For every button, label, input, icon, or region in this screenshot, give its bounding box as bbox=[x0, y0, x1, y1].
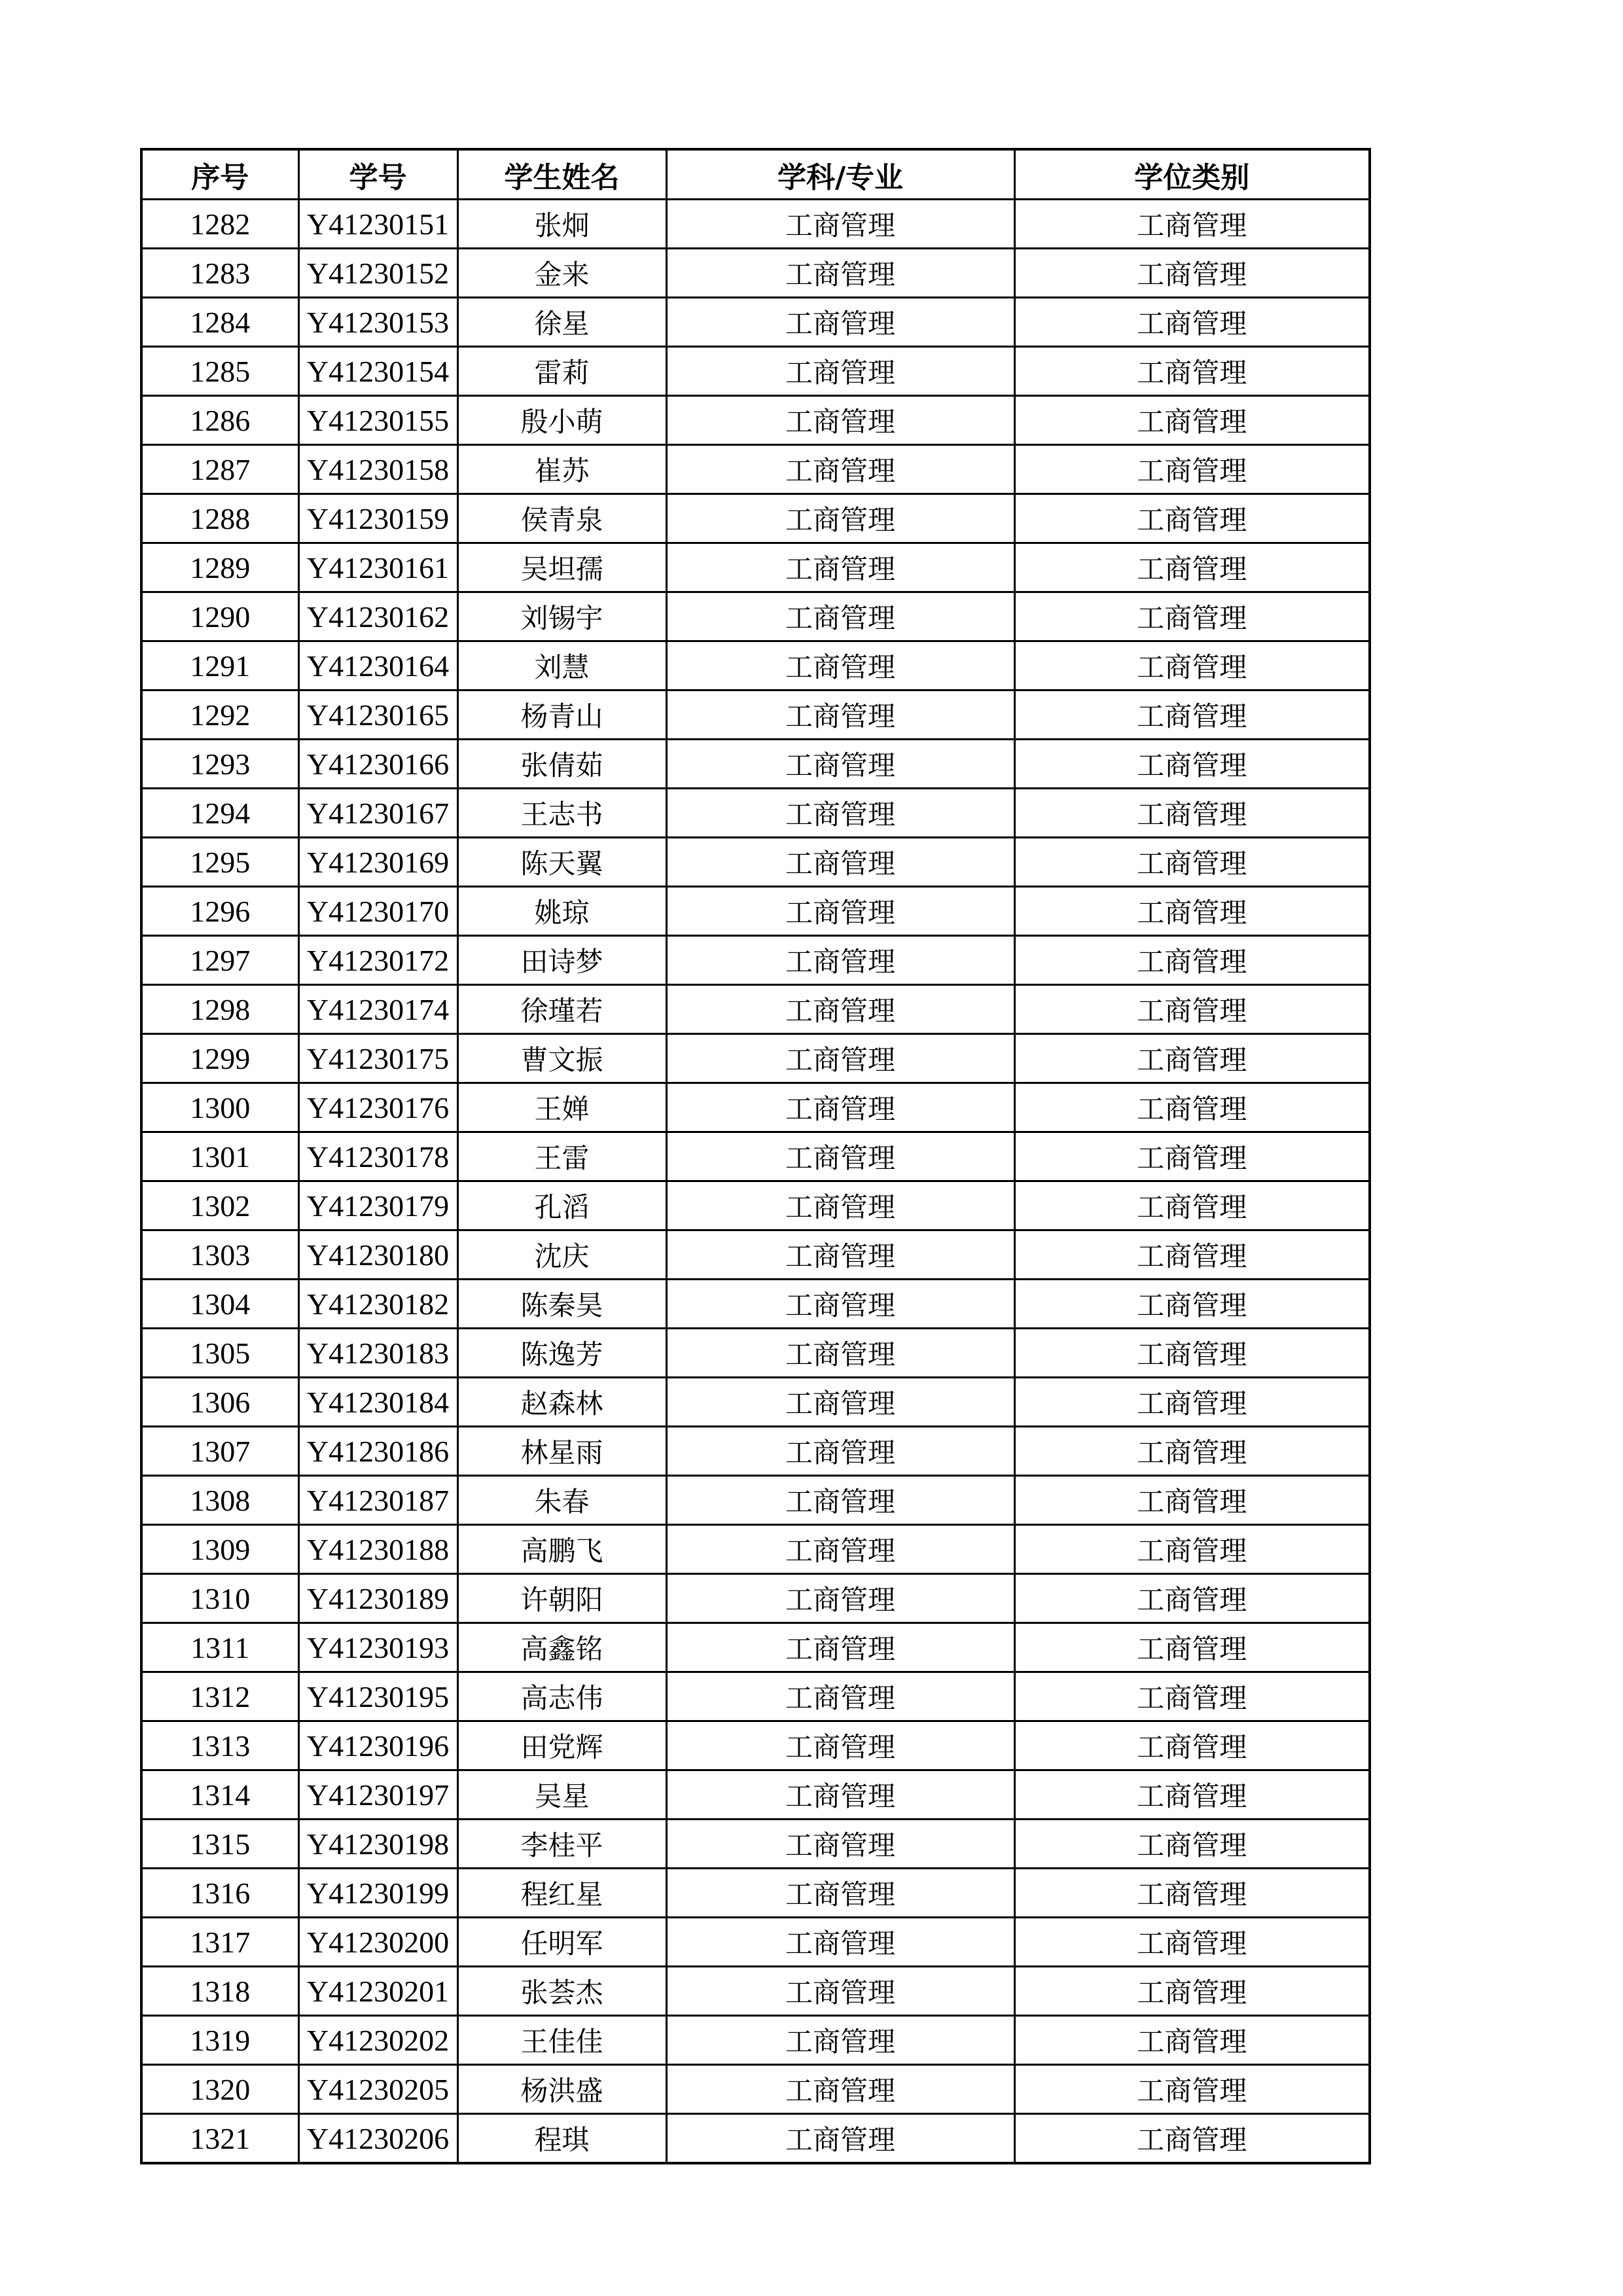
cell-index: 1309 bbox=[141, 1525, 298, 1574]
cell-student-name: 赵森林 bbox=[457, 1378, 666, 1427]
cell-student-id: Y41230198 bbox=[298, 1820, 457, 1869]
table-row bbox=[141, 740, 1370, 789]
cell-degree-type: 工商管理 bbox=[1014, 2065, 1370, 2114]
cell-student-name: 侯青泉 bbox=[457, 494, 666, 543]
table-row bbox=[141, 200, 1370, 249]
cell-index: 1296 bbox=[141, 887, 298, 936]
cell-degree-type: 工商管理 bbox=[1014, 740, 1370, 789]
table-row bbox=[141, 347, 1370, 396]
cell-discipline-major: 工商管理 bbox=[666, 887, 1014, 936]
cell-index: 1288 bbox=[141, 494, 298, 543]
cell-discipline-major: 工商管理 bbox=[666, 2016, 1014, 2065]
cell-degree-type: 工商管理 bbox=[1014, 298, 1370, 347]
student-degree-table bbox=[140, 148, 1371, 2164]
cell-student-name: 崔苏 bbox=[457, 445, 666, 494]
table-row bbox=[141, 1083, 1370, 1132]
table-row bbox=[141, 789, 1370, 838]
cell-student-id: Y41230161 bbox=[298, 543, 457, 592]
cell-degree-type: 工商管理 bbox=[1014, 543, 1370, 592]
cell-student-name: 程琪 bbox=[457, 2114, 666, 2164]
cell-discipline-major: 工商管理 bbox=[666, 1181, 1014, 1230]
table-row bbox=[141, 445, 1370, 494]
cell-degree-type: 工商管理 bbox=[1014, 1378, 1370, 1427]
header-degree-type: 学位类别 bbox=[1014, 149, 1370, 200]
cell-degree-type: 工商管理 bbox=[1014, 1083, 1370, 1132]
table-row bbox=[141, 1329, 1370, 1378]
cell-student-name: 程红星 bbox=[457, 1869, 666, 1918]
cell-degree-type: 工商管理 bbox=[1014, 789, 1370, 838]
cell-discipline-major: 工商管理 bbox=[666, 200, 1014, 249]
cell-discipline-major: 工商管理 bbox=[666, 1280, 1014, 1329]
cell-student-id: Y41230155 bbox=[298, 396, 457, 445]
cell-discipline-major: 工商管理 bbox=[666, 1230, 1014, 1280]
cell-student-name: 田党辉 bbox=[457, 1721, 666, 1770]
cell-index: 1299 bbox=[141, 1034, 298, 1083]
cell-student-id: Y41230178 bbox=[298, 1132, 457, 1181]
cell-student-id: Y41230172 bbox=[298, 936, 457, 985]
cell-degree-type: 工商管理 bbox=[1014, 887, 1370, 936]
cell-student-name: 刘慧 bbox=[457, 641, 666, 691]
cell-index: 1304 bbox=[141, 1280, 298, 1329]
table-row bbox=[141, 2016, 1370, 2065]
cell-discipline-major: 工商管理 bbox=[666, 1967, 1014, 2016]
table-row bbox=[141, 2065, 1370, 2114]
table-row bbox=[141, 249, 1370, 298]
table-body bbox=[141, 200, 1370, 2164]
cell-student-id: Y41230152 bbox=[298, 249, 457, 298]
table-row bbox=[141, 1967, 1370, 2016]
cell-index: 1290 bbox=[141, 592, 298, 641]
table-row bbox=[141, 1869, 1370, 1918]
cell-discipline-major: 工商管理 bbox=[666, 543, 1014, 592]
cell-degree-type: 工商管理 bbox=[1014, 691, 1370, 740]
cell-index: 1312 bbox=[141, 1672, 298, 1721]
cell-degree-type: 工商管理 bbox=[1014, 1329, 1370, 1378]
cell-index: 1286 bbox=[141, 396, 298, 445]
cell-index: 1283 bbox=[141, 249, 298, 298]
cell-degree-type: 工商管理 bbox=[1014, 494, 1370, 543]
cell-student-name: 刘锡宇 bbox=[457, 592, 666, 641]
cell-index: 1282 bbox=[141, 200, 298, 249]
cell-degree-type: 工商管理 bbox=[1014, 1034, 1370, 1083]
cell-discipline-major: 工商管理 bbox=[666, 1574, 1014, 1623]
cell-index: 1287 bbox=[141, 445, 298, 494]
cell-student-id: Y41230183 bbox=[298, 1329, 457, 1378]
cell-index: 1305 bbox=[141, 1329, 298, 1378]
cell-student-name: 沈庆 bbox=[457, 1230, 666, 1280]
cell-student-name: 孔滔 bbox=[457, 1181, 666, 1230]
cell-discipline-major: 工商管理 bbox=[666, 1770, 1014, 1820]
table-row bbox=[141, 2114, 1370, 2164]
cell-index: 1294 bbox=[141, 789, 298, 838]
cell-index: 1289 bbox=[141, 543, 298, 592]
cell-discipline-major: 工商管理 bbox=[666, 1378, 1014, 1427]
cell-degree-type: 工商管理 bbox=[1014, 1623, 1370, 1672]
cell-degree-type: 工商管理 bbox=[1014, 1132, 1370, 1181]
table-row bbox=[141, 1820, 1370, 1869]
cell-discipline-major: 工商管理 bbox=[666, 1427, 1014, 1476]
cell-discipline-major: 工商管理 bbox=[666, 396, 1014, 445]
cell-discipline-major: 工商管理 bbox=[666, 1476, 1014, 1525]
table-row bbox=[141, 494, 1370, 543]
cell-student-name: 雷莉 bbox=[457, 347, 666, 396]
cell-discipline-major: 工商管理 bbox=[666, 691, 1014, 740]
table-row bbox=[141, 936, 1370, 985]
cell-degree-type: 工商管理 bbox=[1014, 838, 1370, 887]
table-row bbox=[141, 543, 1370, 592]
cell-degree-type: 工商管理 bbox=[1014, 985, 1370, 1034]
cell-student-id: Y41230189 bbox=[298, 1574, 457, 1623]
cell-index: 1295 bbox=[141, 838, 298, 887]
cell-index: 1297 bbox=[141, 936, 298, 985]
cell-discipline-major: 工商管理 bbox=[666, 838, 1014, 887]
cell-student-name: 朱春 bbox=[457, 1476, 666, 1525]
cell-student-id: Y41230166 bbox=[298, 740, 457, 789]
cell-student-id: Y41230175 bbox=[298, 1034, 457, 1083]
cell-student-id: Y41230182 bbox=[298, 1280, 457, 1329]
cell-student-name: 吴星 bbox=[457, 1770, 666, 1820]
cell-discipline-major: 工商管理 bbox=[666, 298, 1014, 347]
cell-student-id: Y41230206 bbox=[298, 2114, 457, 2164]
cell-discipline-major: 工商管理 bbox=[666, 2114, 1014, 2164]
cell-student-name: 王志书 bbox=[457, 789, 666, 838]
cell-index: 1292 bbox=[141, 691, 298, 740]
cell-discipline-major: 工商管理 bbox=[666, 494, 1014, 543]
table-row bbox=[141, 1623, 1370, 1672]
cell-student-id: Y41230154 bbox=[298, 347, 457, 396]
cell-discipline-major: 工商管理 bbox=[666, 740, 1014, 789]
cell-student-name: 陈逸芳 bbox=[457, 1329, 666, 1378]
cell-discipline-major: 工商管理 bbox=[666, 1623, 1014, 1672]
cell-student-id: Y41230193 bbox=[298, 1623, 457, 1672]
header-student-id: 学号 bbox=[298, 149, 457, 200]
cell-discipline-major: 工商管理 bbox=[666, 1721, 1014, 1770]
cell-student-id: Y41230180 bbox=[298, 1230, 457, 1280]
cell-student-name: 林星雨 bbox=[457, 1427, 666, 1476]
cell-index: 1320 bbox=[141, 2065, 298, 2114]
cell-student-name: 吴坦孺 bbox=[457, 543, 666, 592]
cell-student-name: 陈天翼 bbox=[457, 838, 666, 887]
cell-student-id: Y41230174 bbox=[298, 985, 457, 1034]
cell-degree-type: 工商管理 bbox=[1014, 592, 1370, 641]
table-row bbox=[141, 298, 1370, 347]
cell-degree-type: 工商管理 bbox=[1014, 1230, 1370, 1280]
cell-degree-type: 工商管理 bbox=[1014, 249, 1370, 298]
cell-degree-type: 工商管理 bbox=[1014, 1574, 1370, 1623]
cell-student-id: Y41230197 bbox=[298, 1770, 457, 1820]
cell-student-name: 殷小萌 bbox=[457, 396, 666, 445]
table-row bbox=[141, 1574, 1370, 1623]
cell-degree-type: 工商管理 bbox=[1014, 347, 1370, 396]
cell-student-id: Y41230186 bbox=[298, 1427, 457, 1476]
table-row bbox=[141, 1427, 1370, 1476]
cell-student-id: Y41230199 bbox=[298, 1869, 457, 1918]
cell-degree-type: 工商管理 bbox=[1014, 1770, 1370, 1820]
table-header bbox=[141, 149, 1370, 200]
cell-student-name: 李桂平 bbox=[457, 1820, 666, 1869]
cell-student-id: Y41230159 bbox=[298, 494, 457, 543]
cell-index: 1317 bbox=[141, 1918, 298, 1967]
table-row bbox=[141, 1476, 1370, 1525]
cell-student-id: Y41230153 bbox=[298, 298, 457, 347]
cell-degree-type: 工商管理 bbox=[1014, 936, 1370, 985]
cell-index: 1302 bbox=[141, 1181, 298, 1230]
cell-degree-type: 工商管理 bbox=[1014, 200, 1370, 249]
cell-student-name: 金来 bbox=[457, 249, 666, 298]
cell-student-id: Y41230184 bbox=[298, 1378, 457, 1427]
cell-student-id: Y41230167 bbox=[298, 789, 457, 838]
cell-student-id: Y41230200 bbox=[298, 1918, 457, 1967]
cell-discipline-major: 工商管理 bbox=[666, 249, 1014, 298]
cell-student-name: 徐瑾若 bbox=[457, 985, 666, 1034]
table-row bbox=[141, 1132, 1370, 1181]
cell-student-name: 陈秦昊 bbox=[457, 1280, 666, 1329]
cell-degree-type: 工商管理 bbox=[1014, 1672, 1370, 1721]
cell-index: 1318 bbox=[141, 1967, 298, 2016]
cell-index: 1300 bbox=[141, 1083, 298, 1132]
cell-student-id: Y41230162 bbox=[298, 592, 457, 641]
cell-discipline-major: 工商管理 bbox=[666, 1820, 1014, 1869]
cell-student-id: Y41230164 bbox=[298, 641, 457, 691]
header-row bbox=[141, 149, 1370, 200]
cell-discipline-major: 工商管理 bbox=[666, 1918, 1014, 1967]
cell-discipline-major: 工商管理 bbox=[666, 347, 1014, 396]
table-row bbox=[141, 1181, 1370, 1230]
cell-student-id: Y41230151 bbox=[298, 200, 457, 249]
table-row bbox=[141, 887, 1370, 936]
cell-student-name: 高志伟 bbox=[457, 1672, 666, 1721]
cell-discipline-major: 工商管理 bbox=[666, 789, 1014, 838]
table-row bbox=[141, 1230, 1370, 1280]
cell-student-name: 王婵 bbox=[457, 1083, 666, 1132]
cell-index: 1306 bbox=[141, 1378, 298, 1427]
table-row bbox=[141, 1034, 1370, 1083]
cell-student-id: Y41230176 bbox=[298, 1083, 457, 1132]
table-row bbox=[141, 985, 1370, 1034]
cell-index: 1298 bbox=[141, 985, 298, 1034]
cell-degree-type: 工商管理 bbox=[1014, 1721, 1370, 1770]
cell-index: 1303 bbox=[141, 1230, 298, 1280]
cell-student-name: 曹文振 bbox=[457, 1034, 666, 1083]
cell-discipline-major: 工商管理 bbox=[666, 641, 1014, 691]
cell-student-id: Y41230170 bbox=[298, 887, 457, 936]
cell-student-name: 王雷 bbox=[457, 1132, 666, 1181]
cell-discipline-major: 工商管理 bbox=[666, 936, 1014, 985]
cell-discipline-major: 工商管理 bbox=[666, 445, 1014, 494]
cell-discipline-major: 工商管理 bbox=[666, 985, 1014, 1034]
cell-discipline-major: 工商管理 bbox=[666, 2065, 1014, 2114]
table-row bbox=[141, 396, 1370, 445]
cell-degree-type: 工商管理 bbox=[1014, 641, 1370, 691]
cell-student-name: 杨洪盛 bbox=[457, 2065, 666, 2114]
cell-index: 1310 bbox=[141, 1574, 298, 1623]
cell-student-name: 高鑫铭 bbox=[457, 1623, 666, 1672]
cell-discipline-major: 工商管理 bbox=[666, 1869, 1014, 1918]
cell-degree-type: 工商管理 bbox=[1014, 445, 1370, 494]
cell-index: 1308 bbox=[141, 1476, 298, 1525]
cell-student-id: Y41230202 bbox=[298, 2016, 457, 2065]
table-row bbox=[141, 1378, 1370, 1427]
cell-degree-type: 工商管理 bbox=[1014, 396, 1370, 445]
cell-student-name: 张荟杰 bbox=[457, 1967, 666, 2016]
header-index: 序号 bbox=[141, 149, 298, 200]
cell-discipline-major: 工商管理 bbox=[666, 1132, 1014, 1181]
cell-index: 1307 bbox=[141, 1427, 298, 1476]
cell-index: 1311 bbox=[141, 1623, 298, 1672]
cell-student-id: Y41230201 bbox=[298, 1967, 457, 2016]
cell-degree-type: 工商管理 bbox=[1014, 1967, 1370, 2016]
cell-degree-type: 工商管理 bbox=[1014, 2114, 1370, 2164]
cell-index: 1315 bbox=[141, 1820, 298, 1869]
cell-index: 1285 bbox=[141, 347, 298, 396]
table-row bbox=[141, 838, 1370, 887]
cell-degree-type: 工商管理 bbox=[1014, 1181, 1370, 1230]
cell-discipline-major: 工商管理 bbox=[666, 1083, 1014, 1132]
cell-index: 1301 bbox=[141, 1132, 298, 1181]
cell-degree-type: 工商管理 bbox=[1014, 1280, 1370, 1329]
cell-discipline-major: 工商管理 bbox=[666, 1329, 1014, 1378]
cell-student-id: Y41230165 bbox=[298, 691, 457, 740]
cell-student-id: Y41230187 bbox=[298, 1476, 457, 1525]
cell-index: 1284 bbox=[141, 298, 298, 347]
cell-student-id: Y41230158 bbox=[298, 445, 457, 494]
table-row bbox=[141, 1721, 1370, 1770]
table-row bbox=[141, 1280, 1370, 1329]
cell-student-name: 任明军 bbox=[457, 1918, 666, 1967]
cell-student-id: Y41230195 bbox=[298, 1672, 457, 1721]
cell-degree-type: 工商管理 bbox=[1014, 1427, 1370, 1476]
cell-student-name: 王佳佳 bbox=[457, 2016, 666, 2065]
table-row bbox=[141, 1525, 1370, 1574]
cell-index: 1313 bbox=[141, 1721, 298, 1770]
cell-student-id: Y41230205 bbox=[298, 2065, 457, 2114]
cell-index: 1291 bbox=[141, 641, 298, 691]
cell-student-name: 徐星 bbox=[457, 298, 666, 347]
header-student-name: 学生姓名 bbox=[457, 149, 666, 200]
cell-student-id: Y41230179 bbox=[298, 1181, 457, 1230]
cell-student-name: 高鹏飞 bbox=[457, 1525, 666, 1574]
table-row bbox=[141, 592, 1370, 641]
cell-student-name: 杨青山 bbox=[457, 691, 666, 740]
cell-degree-type: 工商管理 bbox=[1014, 1869, 1370, 1918]
table-row bbox=[141, 1672, 1370, 1721]
cell-index: 1319 bbox=[141, 2016, 298, 2065]
table-row bbox=[141, 641, 1370, 691]
cell-discipline-major: 工商管理 bbox=[666, 592, 1014, 641]
cell-degree-type: 工商管理 bbox=[1014, 1918, 1370, 1967]
cell-student-name: 许朝阳 bbox=[457, 1574, 666, 1623]
cell-index: 1316 bbox=[141, 1869, 298, 1918]
cell-student-id: Y41230188 bbox=[298, 1525, 457, 1574]
cell-student-name: 张炯 bbox=[457, 200, 666, 249]
cell-discipline-major: 工商管理 bbox=[666, 1525, 1014, 1574]
cell-degree-type: 工商管理 bbox=[1014, 1525, 1370, 1574]
cell-student-id: Y41230196 bbox=[298, 1721, 457, 1770]
table-row bbox=[141, 1918, 1370, 1967]
cell-degree-type: 工商管理 bbox=[1014, 1476, 1370, 1525]
cell-student-name: 张倩茹 bbox=[457, 740, 666, 789]
cell-student-id: Y41230169 bbox=[298, 838, 457, 887]
cell-index: 1314 bbox=[141, 1770, 298, 1820]
cell-student-name: 田诗梦 bbox=[457, 936, 666, 985]
cell-index: 1293 bbox=[141, 740, 298, 789]
cell-index: 1321 bbox=[141, 2114, 298, 2164]
table-row bbox=[141, 691, 1370, 740]
header-discipline-major: 学科/专业 bbox=[666, 149, 1014, 200]
cell-discipline-major: 工商管理 bbox=[666, 1034, 1014, 1083]
table-row bbox=[141, 1770, 1370, 1820]
cell-degree-type: 工商管理 bbox=[1014, 1820, 1370, 1869]
cell-student-name: 姚琼 bbox=[457, 887, 666, 936]
cell-degree-type: 工商管理 bbox=[1014, 2016, 1370, 2065]
cell-discipline-major: 工商管理 bbox=[666, 1672, 1014, 1721]
